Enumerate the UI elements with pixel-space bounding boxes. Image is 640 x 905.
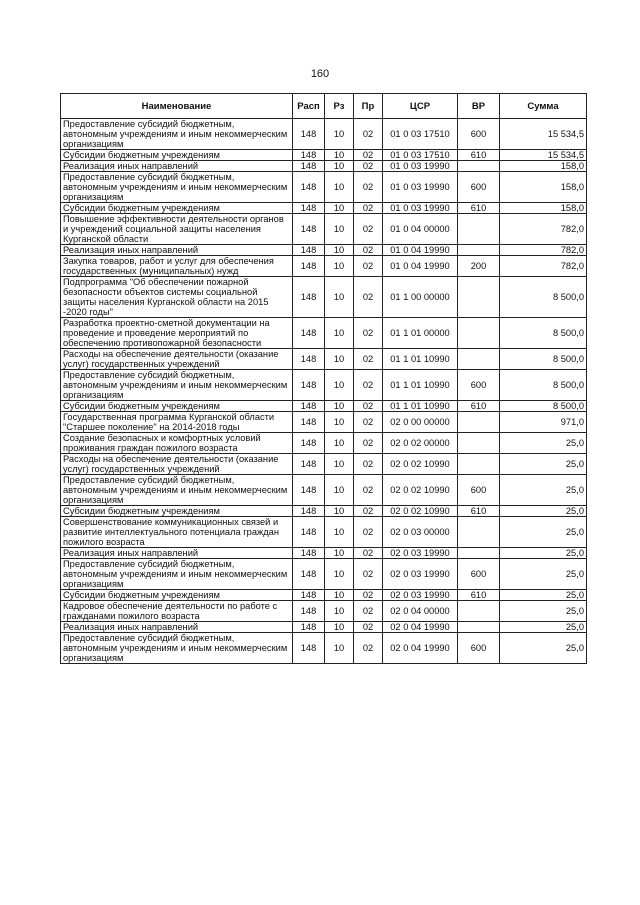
- cell-rasp: 148: [293, 245, 325, 256]
- cell-pr: 02: [354, 590, 383, 601]
- table-row: [61, 433, 587, 454]
- table-row: [61, 214, 587, 245]
- cell-name: Субсидии бюджетным учреждениям: [61, 506, 293, 517]
- cell-name: Создание безопасных и комфортных условий проживания граждан пожилого возраста: [61, 433, 293, 454]
- cell-rz: 10: [325, 401, 354, 412]
- cell-pr: 02: [354, 412, 383, 433]
- cell-name: Предоставление субсидий бюджетным, автономным учреждениям и иным некоммерческим организациям: [61, 370, 293, 401]
- cell-rasp: 148: [293, 622, 325, 633]
- cell-name: Предоставление субсидий бюджетным, автономным учреждениям и иным некоммерческим организациям: [61, 119, 293, 150]
- cell-pr: 02: [354, 150, 383, 161]
- cell-csr: 02 0 02 10990: [383, 506, 458, 517]
- cell-sum: 158,0: [500, 172, 587, 203]
- cell-vr: [458, 622, 500, 633]
- table-row: [61, 401, 587, 412]
- cell-csr: 02 0 00 00000: [383, 412, 458, 433]
- table-row: [61, 622, 587, 633]
- cell-name: Субсидии бюджетным учреждениям: [61, 150, 293, 161]
- cell-rasp: 148: [293, 214, 325, 245]
- cell-rz: 10: [325, 245, 354, 256]
- cell-rasp: 148: [293, 150, 325, 161]
- cell-rasp: 148: [293, 433, 325, 454]
- cell-rasp: 148: [293, 349, 325, 370]
- cell-rz: 10: [325, 370, 354, 401]
- cell-name: Реализация иных направлений: [61, 245, 293, 256]
- cell-vr: [458, 349, 500, 370]
- cell-name: Субсидии бюджетным учреждениям: [61, 203, 293, 214]
- cell-vr: 600: [458, 172, 500, 203]
- cell-vr: [458, 161, 500, 172]
- table-row: [61, 548, 587, 559]
- cell-pr: 02: [354, 370, 383, 401]
- header-csr: ЦСР: [383, 94, 458, 119]
- cell-pr: 02: [354, 119, 383, 150]
- cell-name: Расходы на обеспечение деятельности (оказание услуг) государственных учреждений: [61, 349, 293, 370]
- cell-vr: [458, 517, 500, 548]
- cell-pr: 02: [354, 277, 383, 318]
- table-row: [61, 517, 587, 548]
- cell-csr: 01 0 04 19990: [383, 256, 458, 277]
- table-row: [61, 454, 587, 475]
- header-name: Наименование: [61, 94, 293, 119]
- cell-pr: 02: [354, 214, 383, 245]
- cell-vr: 610: [458, 150, 500, 161]
- cell-name: Предоставление субсидий бюджетным, автономным учреждениям и иным некоммерческим организациям: [61, 559, 293, 590]
- cell-rasp: 148: [293, 256, 325, 277]
- cell-csr: 02 0 03 00000: [383, 517, 458, 548]
- table-row: [61, 349, 587, 370]
- table-row: [61, 150, 587, 161]
- cell-csr: 01 1 00 00000: [383, 277, 458, 318]
- table-row: [61, 172, 587, 203]
- cell-rasp: 148: [293, 277, 325, 318]
- cell-sum: 8 500,0: [500, 349, 587, 370]
- cell-sum: 971,0: [500, 412, 587, 433]
- cell-rasp: 148: [293, 454, 325, 475]
- cell-vr: [458, 318, 500, 349]
- cell-vr: 610: [458, 506, 500, 517]
- cell-csr: 01 0 03 17510: [383, 150, 458, 161]
- cell-rasp: 148: [293, 517, 325, 548]
- cell-pr: 02: [354, 601, 383, 622]
- table-row: [61, 256, 587, 277]
- cell-rz: 10: [325, 590, 354, 601]
- cell-name: Реализация иных направлений: [61, 622, 293, 633]
- cell-sum: 158,0: [500, 203, 587, 214]
- cell-sum: 25,0: [500, 559, 587, 590]
- cell-sum: 25,0: [500, 433, 587, 454]
- cell-name: Предоставление субсидий бюджетным, автономным учреждениям и иным некоммерческим организациям: [61, 172, 293, 203]
- cell-sum: 25,0: [500, 622, 587, 633]
- cell-name: Закупка товаров, работ и услуг для обеспечения государственных (муниципальных) нужд: [61, 256, 293, 277]
- cell-vr: 610: [458, 590, 500, 601]
- cell-name: Реализация иных направлений: [61, 161, 293, 172]
- cell-sum: 158,0: [500, 161, 587, 172]
- cell-pr: 02: [354, 172, 383, 203]
- cell-sum: 25,0: [500, 475, 587, 506]
- cell-rasp: 148: [293, 412, 325, 433]
- cell-csr: 01 0 04 19990: [383, 245, 458, 256]
- cell-csr: 02 0 02 00000: [383, 433, 458, 454]
- cell-sum: 25,0: [500, 517, 587, 548]
- table-row: [61, 633, 587, 664]
- cell-csr: 01 1 01 10990: [383, 370, 458, 401]
- cell-sum: 782,0: [500, 214, 587, 245]
- cell-vr: [458, 433, 500, 454]
- table-row: [61, 245, 587, 256]
- cell-pr: 02: [354, 454, 383, 475]
- header-pr: Пр: [354, 94, 383, 119]
- cell-csr: 02 0 04 00000: [383, 601, 458, 622]
- cell-sum: 782,0: [500, 245, 587, 256]
- cell-pr: 02: [354, 548, 383, 559]
- table-row: [61, 318, 587, 349]
- table-row: [61, 119, 587, 150]
- cell-sum: 25,0: [500, 548, 587, 559]
- cell-vr: 600: [458, 559, 500, 590]
- cell-rasp: 148: [293, 590, 325, 601]
- cell-rz: 10: [325, 119, 354, 150]
- budget-table: [60, 93, 587, 664]
- cell-vr: [458, 277, 500, 318]
- cell-rz: 10: [325, 172, 354, 203]
- cell-rasp: 148: [293, 475, 325, 506]
- cell-rasp: 148: [293, 601, 325, 622]
- table-header-row: [61, 94, 587, 119]
- cell-vr: [458, 412, 500, 433]
- table-row: [61, 203, 587, 214]
- table-row: [61, 601, 587, 622]
- cell-csr: 01 1 01 00000: [383, 318, 458, 349]
- cell-vr: 600: [458, 633, 500, 664]
- cell-rz: 10: [325, 622, 354, 633]
- cell-name: Подпрограмма "Об обеспечении пожарной безопасности объектов системы социальной защиты населения Курганской области на 2015 -2020 годы": [61, 277, 293, 318]
- cell-rasp: 148: [293, 559, 325, 590]
- cell-vr: 600: [458, 370, 500, 401]
- cell-name: Реализация иных направлений: [61, 548, 293, 559]
- cell-rz: 10: [325, 475, 354, 506]
- cell-rasp: 148: [293, 506, 325, 517]
- table-row: [61, 506, 587, 517]
- cell-vr: [458, 214, 500, 245]
- cell-csr: 02 0 02 10990: [383, 475, 458, 506]
- cell-csr: 01 1 01 10990: [383, 401, 458, 412]
- cell-rz: 10: [325, 161, 354, 172]
- cell-rz: 10: [325, 559, 354, 590]
- cell-vr: [458, 245, 500, 256]
- cell-csr: 02 0 03 19990: [383, 548, 458, 559]
- header-rasp: Расп: [293, 94, 325, 119]
- cell-rz: 10: [325, 349, 354, 370]
- cell-pr: 02: [354, 622, 383, 633]
- cell-rz: 10: [325, 548, 354, 559]
- cell-sum: 8 500,0: [500, 318, 587, 349]
- cell-pr: 02: [354, 559, 383, 590]
- cell-rz: 10: [325, 318, 354, 349]
- cell-rasp: 148: [293, 401, 325, 412]
- cell-vr: 610: [458, 203, 500, 214]
- cell-vr: 610: [458, 401, 500, 412]
- cell-vr: [458, 454, 500, 475]
- cell-csr: 02 0 04 19990: [383, 633, 458, 664]
- cell-rz: 10: [325, 277, 354, 318]
- cell-rasp: 148: [293, 161, 325, 172]
- cell-pr: 02: [354, 203, 383, 214]
- cell-sum: 782,0: [500, 256, 587, 277]
- cell-rz: 10: [325, 203, 354, 214]
- table-row: [61, 590, 587, 601]
- cell-sum: 25,0: [500, 454, 587, 475]
- cell-sum: 8 500,0: [500, 370, 587, 401]
- cell-csr: 01 0 03 19990: [383, 203, 458, 214]
- cell-name: Расходы на обеспечение деятельности (оказание услуг) государственных учреждений: [61, 454, 293, 475]
- cell-name: Кадровое обеспечение деятельности по работе с гражданами пожилого возраста: [61, 601, 293, 622]
- table-row: [61, 475, 587, 506]
- cell-pr: 02: [354, 161, 383, 172]
- table-row: [61, 412, 587, 433]
- cell-rz: 10: [325, 454, 354, 475]
- cell-pr: 02: [354, 256, 383, 277]
- cell-rz: 10: [325, 517, 354, 548]
- cell-rz: 10: [325, 412, 354, 433]
- cell-sum: 15 534,5: [500, 150, 587, 161]
- page-number: 160: [310, 68, 330, 80]
- table-row: [61, 161, 587, 172]
- cell-sum: 25,0: [500, 633, 587, 664]
- cell-csr: 02 0 03 19990: [383, 590, 458, 601]
- cell-name: Совершенствование коммуникационных связей и развитие интеллектуального потенциала граждан пожилого возраста: [61, 517, 293, 548]
- cell-pr: 02: [354, 401, 383, 412]
- cell-csr: 01 0 03 17510: [383, 119, 458, 150]
- cell-rasp: 148: [293, 548, 325, 559]
- cell-pr: 02: [354, 517, 383, 548]
- cell-name: Предоставление субсидий бюджетным, автономным учреждениям и иным некоммерческим организациям: [61, 633, 293, 664]
- cell-rasp: 148: [293, 203, 325, 214]
- cell-pr: 02: [354, 633, 383, 664]
- cell-rasp: 148: [293, 318, 325, 349]
- cell-name: Предоставление субсидий бюджетным, автономным учреждениям и иным некоммерческим организациям: [61, 475, 293, 506]
- cell-rz: 10: [325, 633, 354, 664]
- cell-name: Субсидии бюджетным учреждениям: [61, 590, 293, 601]
- cell-pr: 02: [354, 433, 383, 454]
- cell-pr: 02: [354, 349, 383, 370]
- cell-sum: 8 500,0: [500, 277, 587, 318]
- cell-rz: 10: [325, 214, 354, 245]
- cell-rasp: 148: [293, 370, 325, 401]
- cell-sum: 8 500,0: [500, 401, 587, 412]
- cell-csr: 02 0 03 19990: [383, 559, 458, 590]
- cell-pr: 02: [354, 475, 383, 506]
- cell-rasp: 148: [293, 172, 325, 203]
- cell-vr: 600: [458, 119, 500, 150]
- cell-rz: 10: [325, 150, 354, 161]
- table-row: [61, 559, 587, 590]
- cell-vr: 600: [458, 475, 500, 506]
- cell-vr: [458, 548, 500, 559]
- cell-csr: 02 0 02 10990: [383, 454, 458, 475]
- cell-name: Разработка проектно-сметной документации на проведение и проведение мероприятий по обеспечению противопожарной безопасности: [61, 318, 293, 349]
- cell-rasp: 148: [293, 633, 325, 664]
- cell-csr: 01 1 01 10990: [383, 349, 458, 370]
- cell-sum: 25,0: [500, 590, 587, 601]
- cell-sum: 25,0: [500, 601, 587, 622]
- table-row: [61, 370, 587, 401]
- cell-sum: 15 534,5: [500, 119, 587, 150]
- cell-vr: 200: [458, 256, 500, 277]
- cell-rz: 10: [325, 433, 354, 454]
- cell-pr: 02: [354, 506, 383, 517]
- header-rz: Рз: [325, 94, 354, 119]
- cell-csr: 01 0 03 19990: [383, 161, 458, 172]
- cell-rasp: 148: [293, 119, 325, 150]
- cell-rz: 10: [325, 256, 354, 277]
- cell-name: Повышение эффективности деятельности органов и учреждений социальной защиты населения Курганской области: [61, 214, 293, 245]
- table-row: [61, 277, 587, 318]
- cell-csr: 01 0 04 00000: [383, 214, 458, 245]
- cell-name: Государственная программа Курганской области "Старшее поколение" на 2014-2018 годы: [61, 412, 293, 433]
- cell-vr: [458, 601, 500, 622]
- cell-pr: 02: [354, 245, 383, 256]
- cell-csr: 02 0 04 19990: [383, 622, 458, 633]
- cell-name: Субсидии бюджетным учреждениям: [61, 401, 293, 412]
- header-sum: Сумма: [500, 94, 587, 119]
- cell-rz: 10: [325, 601, 354, 622]
- cell-pr: 02: [354, 318, 383, 349]
- header-vr: ВР: [458, 94, 500, 119]
- cell-sum: 25,0: [500, 506, 587, 517]
- cell-csr: 01 0 03 19990: [383, 172, 458, 203]
- cell-rz: 10: [325, 506, 354, 517]
